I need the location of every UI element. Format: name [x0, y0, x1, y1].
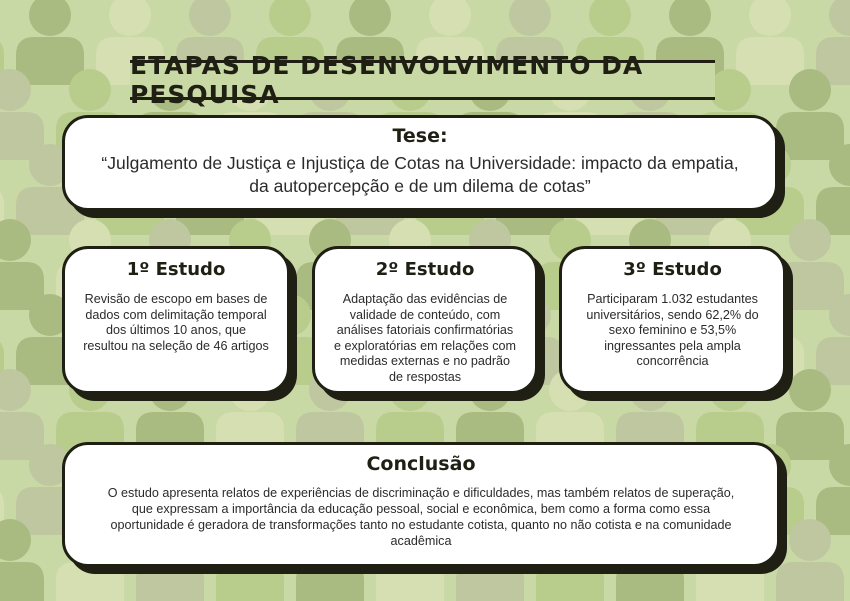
conclusion-card [62, 442, 780, 567]
study-3-card [559, 246, 786, 394]
study-3-text: Participaram 1.032 estudantes universitários, sendo 62,2% do sexo feminino e 53,5% ingressantes pela ampla concorrência [586, 292, 759, 368]
conclusion-heading: Conclusão [366, 453, 476, 475]
study-1-card [62, 246, 290, 394]
thesis-heading: Tese: [392, 125, 448, 147]
study-3-heading: 3º Estudo [623, 259, 722, 280]
study-2-card [312, 246, 538, 394]
thesis-text: “Julgamento de Justiça e Injustiça de Cotas na Universidade: impacto da empatia, da autopercepção e de um dilema de cotas” [101, 153, 739, 196]
study-2-text: Adaptação das evidências de validade de conteúdo, com análises fatoriais confirmatórias e exploratórias em relações com medidas externas e no padrão de respostas [334, 292, 516, 384]
study-2-heading: 2º Estudo [375, 259, 475, 280]
conclusion-text: O estudo apresenta relatos de experiências de discriminação e dificuldades, mas também relatos de superação, que expressam a importância da educação pessoal, social e econômica, bem como a forma como essa oportunidade é geradora de transformações tanto no estudante cotista, quanto no não cotista e na comunidade acadêmica [107, 486, 735, 548]
person-silhouette [16, 0, 84, 85]
study-1-text: Revisão de escopo em bases de dados com delimitação temporal dos últimos 10 anos, que resultou na seleção de 46 artigos [83, 292, 269, 353]
page-title: ETAPAS DE DESENVOLVIMENTO DA PESQUISA [130, 51, 644, 109]
person-silhouette [736, 0, 804, 85]
study-1-heading: 1º Estudo [126, 259, 226, 280]
thesis-card [62, 115, 778, 211]
